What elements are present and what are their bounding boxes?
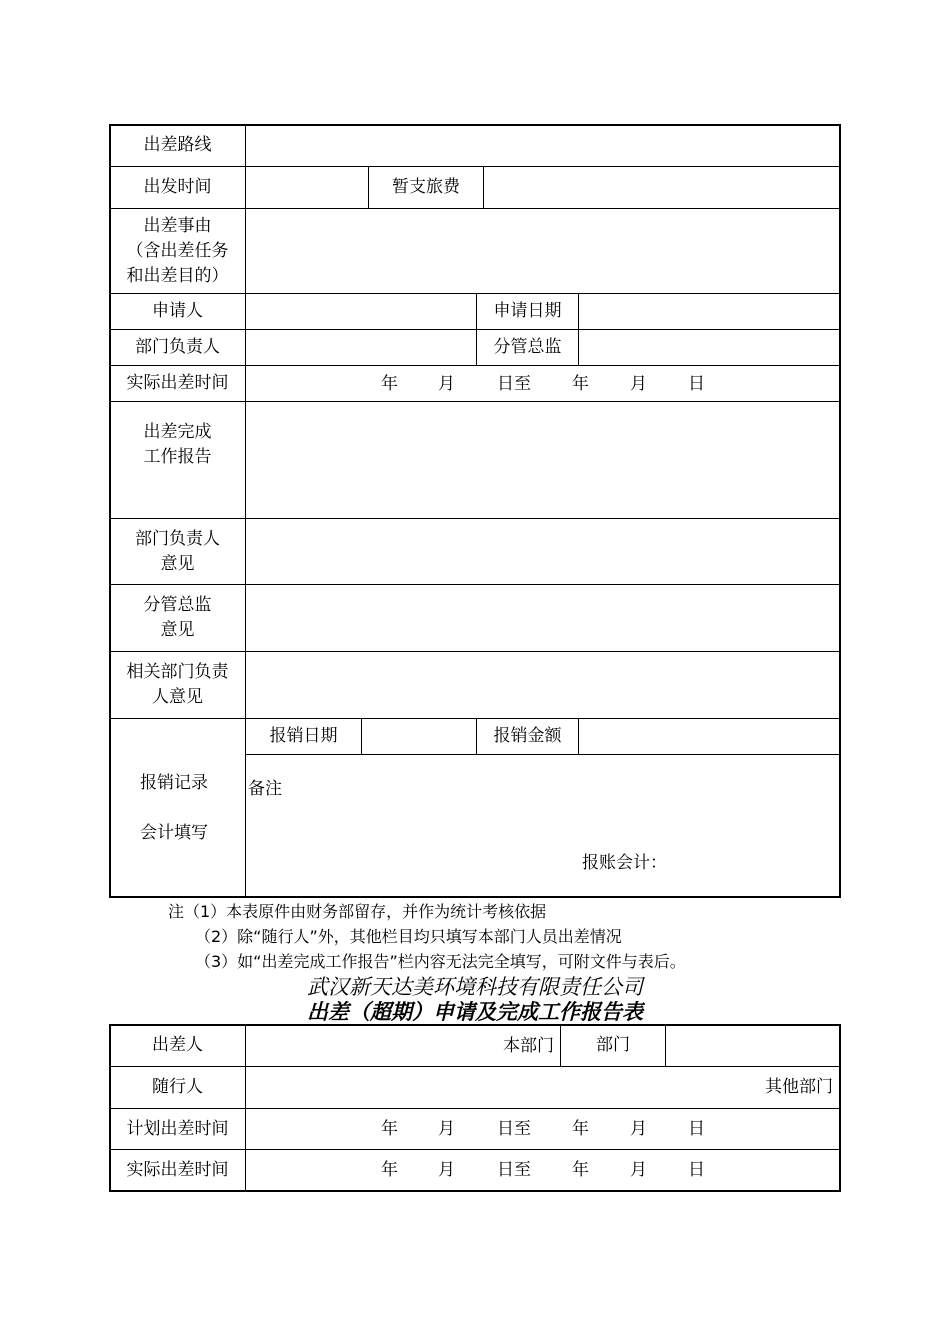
act-day-to: 日至 (497, 1160, 531, 1180)
plan-day-2: 日 (688, 1119, 705, 1139)
companion-label: 随行人 (152, 1077, 203, 1097)
accountant-sign-label: 报账会计： (582, 853, 667, 873)
traveler-field[interactable] (246, 1025, 560, 1066)
related-dept-opinion-field[interactable] (246, 652, 839, 718)
director-label: 分管总监 (493, 337, 562, 357)
related-dept-opinion-line-1: 相关部门负责 (126, 662, 229, 682)
year-2: 年 (572, 374, 589, 394)
dept-head-opinion-line-2: 意见 (160, 553, 195, 574)
reimburse-record-label: 报销记录 (140, 773, 208, 793)
route-label: 出差路线 (143, 135, 212, 155)
director-opinion-line-1: 分管总监 (143, 595, 212, 615)
note-2: （2）除“随行人”外，其他栏目均只填写本部门人员出差情况 (195, 927, 622, 946)
month-2: 月 (630, 374, 647, 394)
accountant-fill-label: 会计填写 (140, 823, 208, 843)
planned-time-date-row[interactable] (246, 1109, 839, 1149)
director-field[interactable] (579, 330, 839, 365)
dept-head-opinion-line-1: 部门负责人 (135, 528, 220, 549)
dept-head-opinion-label (110, 519, 245, 584)
route-field[interactable] (246, 125, 839, 166)
applicant-field[interactable] (246, 294, 476, 329)
trip-reason-label (110, 209, 245, 293)
applicant-label: 申请人 (152, 301, 203, 321)
work-report-line-1: 出差完成 (143, 422, 212, 442)
remarks-label: 备注 (248, 779, 282, 799)
companion-field[interactable] (246, 1067, 839, 1108)
reimburse-date-field[interactable] (362, 719, 476, 754)
company-name: 武汉新天达美环境科技有限责任公司 (307, 975, 643, 999)
day-to: 日至 (497, 374, 531, 394)
act-day-2: 日 (688, 1160, 705, 1180)
advance-fee-field[interactable] (484, 167, 839, 208)
actual-time-label: 实际出差时间 (126, 373, 229, 393)
actual-time-date-row[interactable] (246, 366, 839, 401)
lower-actual-time-label: 实际出差时间 (126, 1159, 229, 1180)
trip-reason-line-3: 和出差目的） (126, 265, 229, 286)
advance-fee-label: 暂支旅费 (392, 177, 460, 197)
trip-reason-field[interactable] (246, 209, 839, 293)
reimburse-amount-label: 报销金额 (493, 726, 562, 746)
year-1: 年 (381, 374, 398, 394)
dept-head-label: 部门负责人 (135, 337, 220, 357)
dept-head-opinion-field[interactable] (246, 519, 839, 584)
director-opinion-label (110, 585, 245, 651)
form-title: 出差（超期）申请及完成工作报告表 (307, 1000, 643, 1024)
reimburse-date-label: 报销日期 (269, 726, 338, 746)
director-opinion-field[interactable] (246, 585, 839, 651)
related-dept-opinion-line-2: 人意见 (152, 687, 203, 707)
lower-actual-time-date-row[interactable] (246, 1150, 839, 1190)
director-opinion-line-2: 意见 (160, 620, 195, 640)
work-report-label (110, 402, 245, 518)
month-1: 月 (438, 374, 455, 394)
own-dept-label: 本部门 (503, 1036, 554, 1056)
apply-date-label: 申请日期 (493, 301, 562, 321)
act-year-1: 年 (381, 1160, 398, 1180)
traveler-label: 出差人 (152, 1035, 203, 1055)
planned-time-label: 计划出差时间 (126, 1118, 229, 1139)
plan-year-2: 年 (572, 1119, 589, 1139)
act-month-1: 月 (438, 1160, 455, 1180)
reimburse-amount-field[interactable] (579, 719, 839, 754)
departure-time-field[interactable] (246, 167, 368, 208)
act-month-2: 月 (630, 1160, 647, 1180)
note-3: （3）如“出差完成工作报告”栏内容无法完全填写，可附文件与表后。 (195, 952, 686, 971)
trip-reason-line-2: （含出差任务 (126, 240, 229, 261)
dept-head-field[interactable] (246, 330, 476, 365)
day-2: 日 (688, 374, 705, 394)
remarks-field[interactable] (246, 755, 839, 896)
departure-time-label: 出发时间 (143, 177, 212, 197)
apply-date-field[interactable] (579, 294, 839, 329)
note-1: 注（1）本表原件由财务部留存，并作为统计考核依据 (168, 902, 547, 921)
work-report-line-2: 工作报告 (143, 447, 212, 467)
plan-day-to: 日至 (497, 1119, 531, 1139)
plan-month-2: 月 (630, 1119, 647, 1139)
dept-label: 部门 (596, 1035, 630, 1055)
act-year-2: 年 (572, 1160, 589, 1180)
other-dept-label: 其他部门 (765, 1077, 833, 1097)
plan-year-1: 年 (381, 1119, 398, 1139)
trip-reason-line-1: 出差事由 (143, 215, 212, 236)
related-dept-opinion-label (110, 652, 245, 718)
dept-field[interactable] (666, 1025, 839, 1066)
plan-month-1: 月 (438, 1119, 455, 1139)
work-report-field[interactable] (246, 402, 839, 518)
